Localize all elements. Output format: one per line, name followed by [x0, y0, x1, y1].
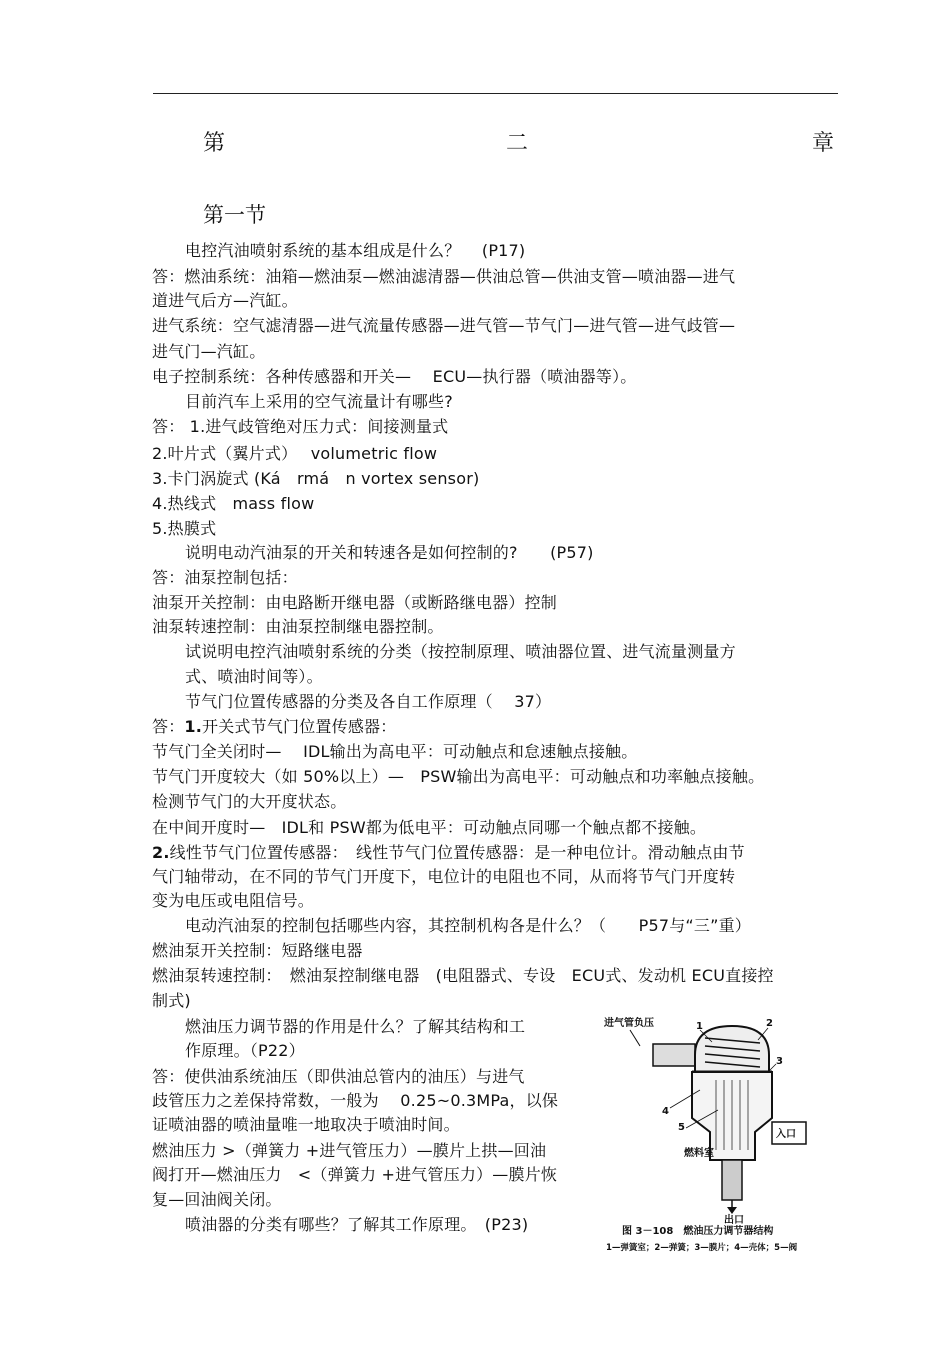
fuel-pressure-regulator-figure	[600, 1010, 830, 1255]
answer-5-line-7: 气门轴带动，在不同的节气门开度下，电位计的电阻也不同，从而将节气门开度转	[152, 867, 736, 886]
label-vacuum: 进气管负压	[604, 1018, 654, 1029]
label-inlet: 入口	[776, 1129, 796, 1140]
label-fuel-chamber: 燃料室	[684, 1148, 714, 1159]
answer-5-line-3: 节气门开度较大（如 50%以上）— PSW输出为高电平：可动触点和功率触点接触。	[152, 767, 765, 786]
label-number-3: 3	[776, 1056, 783, 1067]
answer-6-line-3: 制式)	[152, 991, 191, 1010]
question-7-line-1: 燃油压力调节器的作用是什么？了解其结构和工	[185, 1017, 526, 1036]
answer-5-line-1	[152, 716, 396, 738]
answer-7-line-1: 答：使供油系统油压（即供油总管内的油压）与进气	[152, 1067, 525, 1086]
label-number-2: 2	[766, 1018, 773, 1029]
answer-5-line-2: 节气门全关闭时— IDL输出为高电平：可动触点和怠速触点接触。	[152, 742, 638, 761]
answer-5-line-6	[152, 842, 745, 864]
answer-2-line-2: 2.叶片式（翼片式） volumetric flow	[152, 444, 438, 463]
question-3: 说明电动汽油泵的开关和转速各是如何控制的? (P57)	[185, 543, 594, 562]
figure-caption: 图 3－108 燃油压力调节器结构	[622, 1226, 774, 1237]
answer-5-prefix: 答：	[152, 717, 185, 736]
answer-5-line-8: 变为电压或电阻信号。	[152, 891, 315, 910]
answer-5-line-4: 检测节气门的大开度状态。	[152, 792, 347, 811]
answer-5-item-number-1: 1.	[184, 717, 203, 736]
answer-7-line-6: 复—回油阀关闭。	[152, 1190, 282, 1209]
vacuum-port-shape	[653, 1044, 695, 1066]
answer-3-line-2: 油泵开关控制：由电路断开继电器（或断路继电器）控制	[152, 593, 558, 612]
label-number-4: 4	[662, 1106, 669, 1117]
answer-7-line-3: 证喷油器的喷油量唯一地取决于喷油时间。	[152, 1115, 460, 1134]
answer-5-item-text-2: 线性节气门位置传感器： 线性节气门位置传感器：是一种电位计。滑动触点由节	[169, 843, 745, 862]
question-4-line-1: 试说明电控汽油喷射系统的分类（按控制原理、喷油器位置、进气流量测量方	[185, 642, 736, 661]
answer-1-line-2: 道进气后方—汽缸。	[152, 291, 298, 310]
section-title: 第一节	[203, 203, 266, 227]
chapter-char-3: 章	[812, 131, 835, 156]
question-7-line-2: 作原理。（P22）	[185, 1041, 305, 1060]
answer-1-line-1: 答：燃油系统：油箱—燃油泵—燃油滤清器—供油总管—供油支管—喷油器—进气	[152, 267, 736, 286]
answer-2-line-3: 3.卡门涡旋式 (Ká rmá n vortex sensor)	[152, 469, 480, 488]
answer-5-item-text-1: 开关式节气门位置传感器：	[202, 717, 397, 736]
answer-5-item-number-2: 2.	[152, 843, 170, 862]
answer-2-line-4: 4.热线式 mass flow	[152, 494, 315, 513]
answer-6-line-1: 燃油泵开关控制：短路继电器	[152, 941, 363, 960]
chapter-char-1: 第	[203, 131, 226, 156]
answer-7-line-4: 燃油压力 >（弹簧力 +进气管压力）—膜片上拱—回油	[152, 1141, 547, 1160]
question-5: 节气门位置传感器的分类及各自工作原理（ 37）	[185, 692, 552, 711]
label-outlet: 出口	[724, 1215, 744, 1226]
answer-1-line-4: 进气门—汽缸。	[152, 342, 266, 361]
outlet-tube-shape	[722, 1160, 742, 1200]
vacuum-leader-line	[630, 1030, 640, 1046]
answer-3-line-1: 答：油泵控制包括：	[152, 568, 298, 587]
answer-3-line-3: 油泵转速控制：由油泵控制继电器控制。	[152, 617, 444, 636]
question-2: 目前汽车上采用的空气流量计有哪些?	[185, 392, 453, 411]
figure-legend: 1—弹簧室；2—弹簧；3—膜片；4—壳体；5—阀	[606, 1243, 798, 1253]
answer-7-line-2: 歧管压力之差保持常数，一般为 0.25~0.3MPa，以保	[152, 1091, 559, 1110]
question-1: 电控汽油喷射系统的基本组成是什么？ (P17)	[185, 241, 526, 260]
chapter-char-2: 二	[506, 131, 529, 156]
header-rule	[153, 93, 838, 94]
answer-6-line-2: 燃油泵转速控制： 燃油泵控制继电器 (电阻器式、专设 ECU式、发动机 ECU直接控	[152, 966, 774, 985]
answer-5-line-5: 在中间开度时— IDL和 PSW都为低电平：可动触点同哪一个触点都不接触。	[152, 818, 707, 837]
outlet-arrow-head	[727, 1207, 737, 1214]
question-8: 喷油器的分类有哪些？了解其工作原理。 (P23)	[185, 1215, 529, 1234]
label-number-5: 5	[678, 1122, 685, 1133]
answer-1-line-3: 进气系统：空气滤清器—进气流量传感器—进气管—节气门—进气管—进气歧管—	[152, 316, 736, 335]
question-6: 电动汽油泵的控制包括哪些内容，其控制机构各是什么？（ P57与“三”重）	[185, 916, 751, 935]
answer-2-line-5: 5.热膜式	[152, 519, 217, 538]
answer-2-line-1: 答： 1.进气歧管绝对压力式：间接测量式	[152, 417, 449, 436]
label-number-1: 1	[696, 1021, 703, 1032]
question-4-line-2: 式、喷油时间等）。	[185, 667, 323, 686]
answer-1-line-5: 电子控制系统：各种传感器和开关— ECU—执行器（喷油器等）。	[152, 367, 637, 386]
answer-7-line-5: 阀打开—燃油压力 <（弹簧力 +进气管压力）—膜片恢	[152, 1165, 558, 1184]
